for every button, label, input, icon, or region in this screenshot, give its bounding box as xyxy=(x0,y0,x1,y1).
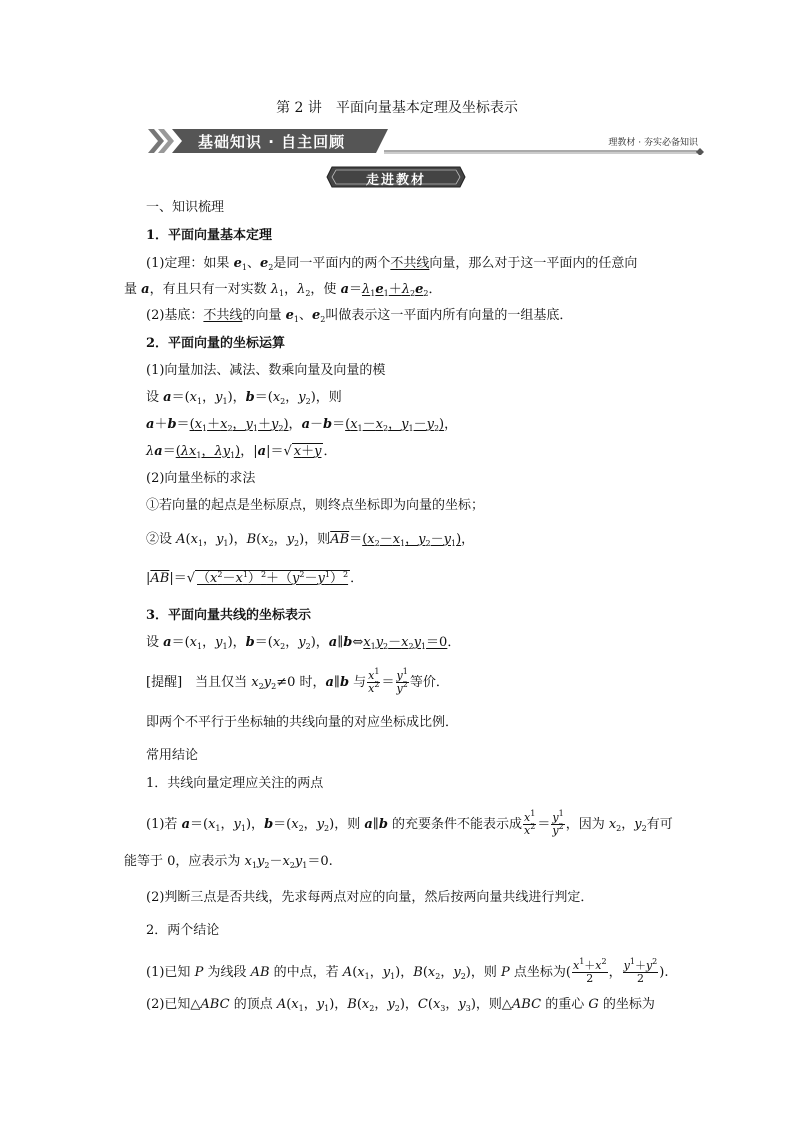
ops-intro: (1)向量加法、减法、数乘向量及向量的模 xyxy=(146,363,386,378)
badge-label: 走进教材 xyxy=(365,173,426,188)
coord-method-modulus: $|\overline{AB}|=√$ $(x^2-x^1)^2+(y^2-y^1)^2$ ． xyxy=(146,570,364,586)
conclusion-2-heading: 2．两个结论 xyxy=(146,923,220,938)
heading-theorem: 1．平面向量基本定理 xyxy=(146,228,273,243)
reminder-line: [提醒] 当且仅当 $x_2y_2\ne 0$ 时，a∥b 与 $\frac{x^1}{x^2}$ ＝ $\frac{y^1}{y^2}$ 等价． xyxy=(146,667,449,695)
banner-title: 基础知识 · 自主回顾 xyxy=(198,133,346,151)
conclusion-1-item-2: (2)判断三点是否共线，先求每两点对应的向量，然后按两向量共线进行判定． xyxy=(146,890,594,905)
conclusion-1-item-1: (1)若 $a=(x_1$，$y_1$)，$b=(x_2$，$y_2$)，则 a∥b 的充要条件不能表示成 $\frac{x^1}{x^2}$ ＝ $\frac{y^1}{y^2}$ ，因为 $x_2$，$y_2$有可 xyxy=(146,809,673,837)
ops-setup: 设 $a=(x_1$，$y_1$)，$b=(x_2$，$y_2$)，则 xyxy=(146,390,342,406)
heading-collinear: 3．平面向量共线的坐标表示 xyxy=(146,608,312,623)
conclusion-2-item-1: (1)已知 P 为线段 AB 的中点，若 $A(x_1$，$y_1$)，$B(x_2$，$y_2$)，则 P 点坐标为( $\frac{x^1+x^2}{2}$ ， $\frac{y^1+y^2}{2}$ ). xyxy=(146,957,669,985)
coord-method-1: ①若向量的起点是坐标原点，则终点坐标即为向量的坐标； xyxy=(146,498,485,513)
ops-scalar-modulus: $\lambda a=(\lambda x_1$，$\lambda y_1$)，|a|＝√ x＋y ． xyxy=(146,444,337,460)
coord-method-heading: (2)向量坐标的求法 xyxy=(146,471,256,486)
conclusion-1-heading: 1．共线向量定理应关注的两点 xyxy=(146,776,324,791)
theorem-line-1: (1)定理：如果 $e_1$、$e_2$是同一平面内的两个不共线向量，那么对于这一平面内的任意向 xyxy=(146,256,638,272)
page-title: 第 2 讲 平面向量基本定理及坐标表示 xyxy=(276,100,518,116)
proportion-line: 即两个不平行于坐标轴的共线向量的对应坐标成比例． xyxy=(146,715,459,730)
collinear-condition: 设 $a=(x_1$，$y_1$)，$b=(x_2$，$y_2$)，$a\parallel b\Leftrightarrow x_1y_2-x_2y_1=0$． xyxy=(146,635,461,651)
section-badge xyxy=(326,166,466,188)
heading-conclusions: 常用结论 xyxy=(146,748,199,763)
basis-line: (2)基底：不共线的向量 $e_1$、$e_2$叫做表示这一平面内所有向量的一组基底． xyxy=(146,308,573,324)
coord-method-2: ②设 $A(x_1$，$y_1$)，$B(x_2$，$y_2$)，则$\overline{AB}=(x_2-x_1$，$y_2-y_1$)， xyxy=(146,532,475,548)
heading-coordinate-ops: 2．平面向量的坐标运算 xyxy=(146,336,286,351)
conclusion-2-item-2: (2)已知△ABC 的顶点 $A(x_1$，$y_1$)，$B(x_2$，$y_2$)，$C(x_3$，$y_3$)，则△ABC 的重心 G 的坐标为 xyxy=(146,997,655,1013)
banner-subtitle: 理教材 · 夯实必备知识 xyxy=(608,138,698,148)
theorem-line-2: 量 a，有且只有一对实数 $\lambda_1$，$\lambda_2$，使 $a=\lambda_1e_1+\lambda_2e_2$． xyxy=(124,282,442,298)
ops-add-sub: $a+b=(x_1+x_2$，$y_1+y_2$)，$a-b=(x_1-x_2$，$y_1-y_2$)， xyxy=(146,417,458,433)
heading-knowledge: 一、知识梳理 xyxy=(146,200,225,215)
conclusion-1-item-1-cont: 能等于 0，应表示为 $x_1y_2-x_2y_1=0$. xyxy=(124,854,333,870)
section-banner xyxy=(148,127,708,155)
